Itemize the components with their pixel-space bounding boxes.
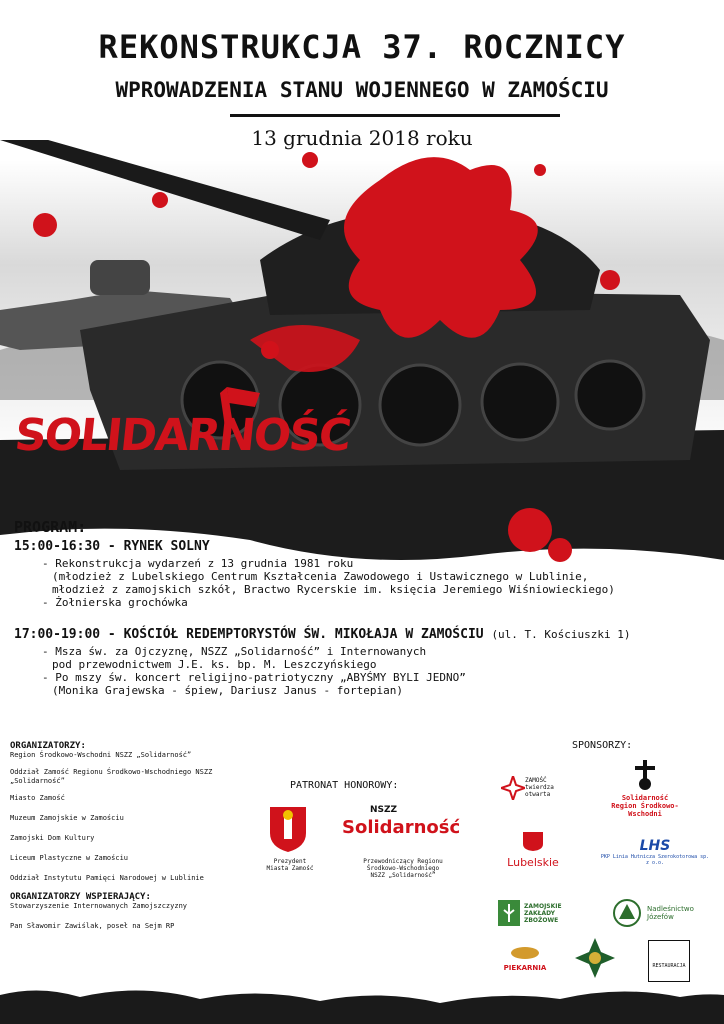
coat-of-arms-icon	[268, 805, 308, 853]
poster-subtitle: WPROWADZENIA STANU WOJENNEGO W ZAMOŚCIU	[115, 78, 609, 102]
patronage-right-caption: Przewodniczący Regionu Środkowo-Wschodniego NSZZ „Solidarność”	[363, 858, 443, 879]
piekarnia-wheat-icon	[510, 946, 540, 960]
region-emblem-icon	[625, 760, 665, 790]
nszz-solidarnosc-text: Solidarność	[342, 817, 461, 838]
program-slot-2-title: 17:00-19:00 - KOŚCIÓŁ REDEMPTORYSTÓW ŚW. MIKOŁAJA W ZAMOŚCIU	[14, 627, 484, 642]
sponsor-solidarnosc-region-text: Solidarność Region Środkowo-Wschodni	[611, 794, 679, 818]
sponsor-zzz	[496, 898, 576, 928]
city-coat-of-arms	[268, 805, 308, 853]
sponsor-nadlesnictwo	[600, 898, 710, 928]
organizer-item: Liceum Plastyczne w Zamościu	[10, 854, 129, 862]
program-line: - Rekonstrukcja wydarzeń z 13 grudnia 1981 roku	[42, 557, 354, 570]
program-line: młodzież z zamojskich szkół, Bractwo Rycerskie im. księcia Jeremiego Wiśniowieckiego)	[52, 583, 615, 596]
lubelskie-goat-icon	[521, 830, 545, 852]
sponsor-lhs-caption: PKP Linia Hutnicza Szerokotorowa sp. z o.o.	[600, 854, 710, 866]
sponsor-zamosc-text: ZAMOŚĆ twierdza otwarta	[525, 777, 554, 798]
patronage-heading: PATRONAT HONOROWY:	[290, 780, 399, 791]
event-date: 13 grudnia 2018 roku	[251, 126, 473, 150]
poster-title: REKONSTRUKCJA 37. ROCZNICY	[98, 28, 626, 66]
restauracja-emblem	[649, 941, 689, 963]
military-cross-icon	[575, 938, 615, 978]
organizer-item: Miasto Zamość	[10, 794, 65, 802]
program-slot-1-time: 15:00-16:30 - RYNEK SOLNY	[14, 539, 210, 554]
organizer-item: Region Środkowo-Wschodni NSZZ „Solidarność”	[10, 751, 192, 759]
program-slot-2-time	[14, 627, 714, 642]
sponsor-zzz-text: ZAMOJSKIE ZAKŁADY ZBOŻOWE	[524, 902, 562, 924]
title-divider	[230, 114, 560, 117]
sponsor-zamosc	[498, 765, 568, 810]
support-item: Stowarzyszenie Internowanych Zamojszczyzny	[10, 902, 188, 910]
nszz-label: NSZZ	[370, 805, 398, 815]
sponsor-lubelskie	[498, 830, 568, 875]
bottom-grunge	[0, 975, 724, 1024]
program-line: (młodzież z Lubelskiego Centrum Kształcenia Zawodowego i Ustawicznego w Lublinie,	[52, 570, 589, 583]
sponsor-nadlesnictwo-text: Nadleśnictwo Józefów	[647, 905, 694, 921]
patronage-left-caption: Prezydent Miasta Zamość	[266, 858, 314, 872]
sponsor-lhs	[600, 835, 710, 875]
sponsor-lhs-logo: LHS	[639, 838, 671, 854]
sponsor-solidarnosc-region	[610, 760, 680, 820]
solidarnosc-logo	[12, 385, 352, 485]
program-slot-1-details	[42, 557, 712, 609]
program-line: - Żołnierska grochówka	[42, 596, 188, 609]
support-item: Pan Sławomir Zawiślak, poseł na Sejm RP	[10, 922, 175, 930]
sponsor-military-badge	[575, 938, 615, 978]
sponsors-heading: SPONSORZY:	[572, 740, 633, 751]
forest-badge-icon	[613, 899, 641, 927]
organizer-item: Zamojski Dom Kultury	[10, 834, 95, 842]
program-heading: PROGRAM:	[14, 518, 87, 536]
organizer-item: Oddział Instytutu Pamięci Narodowej w Lublinie	[10, 874, 204, 882]
organizers-heading: ORGANIZATORZY:	[10, 741, 86, 751]
program-line: (Monika Grajewska - śpiew, Dariusz Janus - fortepian)	[52, 684, 403, 697]
organizer-item: Oddział Zamość Regionu Środkowo-Wschodniego NSZZ „Solidarność”	[10, 768, 213, 785]
program-line: pod przewodnictwem J.E. ks. bp. M. Leszczyńskiego	[52, 658, 377, 671]
program-line: - Msza św. za Ojczyznę, NSZZ „Solidarność” i Internowanych	[42, 645, 427, 658]
zamosc-star-icon	[501, 776, 525, 800]
sponsor-piekarnia-text: PIEKARNIA	[503, 964, 547, 972]
solidarnosc-logo-text: SOLIDARNOŚĆ	[12, 410, 352, 461]
organizers-section	[10, 742, 250, 931]
program-slot-2-address: (ul. T. Kościuszki 1)	[491, 628, 631, 641]
sponsor-restauracja-text: RESTAURACJA	[652, 963, 686, 969]
program-slot-2-details	[42, 645, 712, 697]
sponsor-piekarnia	[500, 945, 550, 975]
sponsor-lubelskie-text: Lubelskie	[507, 856, 559, 869]
zzz-wheat-icon	[498, 900, 520, 926]
organizer-item: Muzeum Zamojskie w Zamościu	[10, 814, 124, 822]
support-heading: ORGANIZATORZY WSPIERAJĄCY:	[10, 892, 151, 902]
nszz-logo	[340, 805, 460, 855]
program-line: - Po mszy św. koncert religijno-patriotyczny „ABYŚMY BYLI JEDNO”	[42, 671, 466, 684]
tank-illustration	[0, 140, 724, 570]
